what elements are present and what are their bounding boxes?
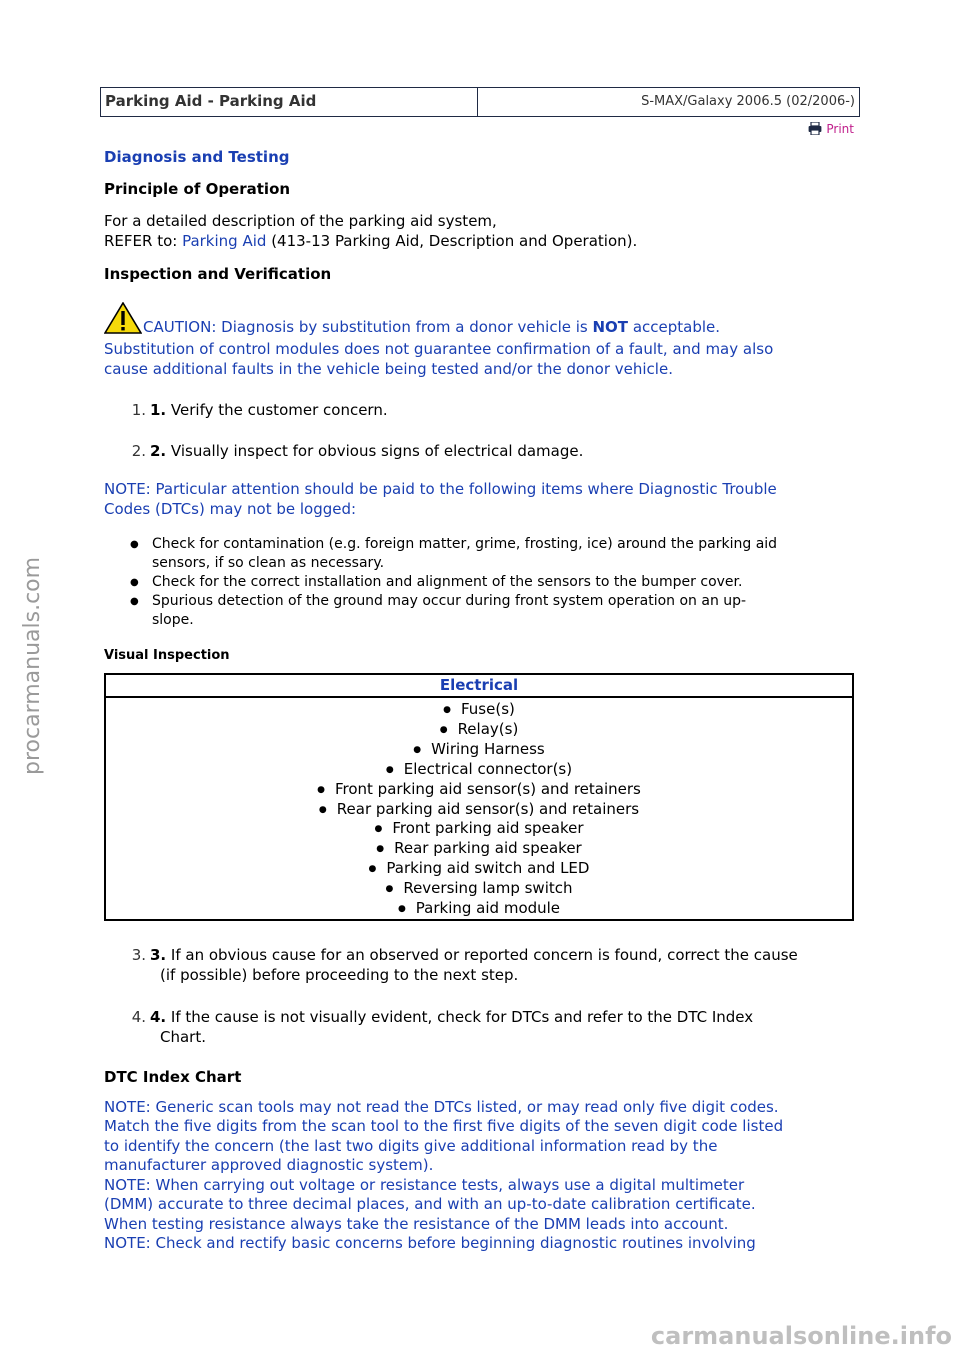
printer-icon — [808, 122, 822, 135]
electrical-items — [106, 698, 852, 919]
table-row: ● Wiring Harness — [106, 740, 852, 760]
principle-text: For a detailed description of the parking aid system, REFER to: Parking Aid (413-13 Parking Aid, Description and Operation). — [104, 212, 638, 250]
table-row: ● Relay(s) — [106, 720, 852, 740]
warning-icon — [104, 302, 142, 339]
check-list — [130, 535, 860, 630]
page-title: Parking Aid - Parking Aid — [101, 88, 478, 116]
vehicle-model: S-MAX/Galaxy 2006.5 (02/2006-) — [641, 94, 855, 109]
bottom-watermark: carmanualsonline.info — [650, 1322, 952, 1350]
step-item: 1. 1. Verify the customer concern. — [131, 401, 388, 419]
visual-inspection-table — [104, 673, 854, 921]
dtc-heading: DTC Index Chart — [104, 1067, 242, 1086]
note-dtc-not-logged: NOTE: Particular attention should be paid to the following items where Diagnostic Trouble Codes (DTCs) may not be logged: — [104, 480, 777, 518]
table-row: ● Reversing lamp switch — [106, 879, 852, 899]
table-row: ● Parking aid module — [106, 899, 852, 919]
dtc-notes: NOTE: Generic scan tools may not read the DTCs listed, or may read only five digit codes. Match the five digits from the scan tool to the first five digits of the seven digit code listed to identify the concern (the last two digits give additional information read by the manufacturer approved diagnostic system). NOTE: When carrying out voltage or resistance tests, always use a digital multimeter (DMM) accurate to three decimal places, and with an up-to-date calibration certificate. When testing resistance always take the resistance of the DMM leads into account. NOTE: Check and rectify basic concerns before beginning diagnostic routines involving — [104, 1097, 784, 1253]
visual-inspection-heading: Visual Inspection — [104, 648, 230, 663]
print-link[interactable] — [100, 122, 860, 138]
table-row: ● Front parking aid sensor(s) and retainers — [106, 780, 852, 800]
list-item: ● Check for contamination (e.g. foreign matter, grime, frosting, ice) around the parking aid sensors, if so clean as necessary. — [130, 535, 860, 573]
parking-aid-link[interactable]: Parking Aid — [182, 232, 267, 250]
list-item: ● Check for the correct installation and alignment of the sensors to the bumper cover. — [130, 573, 860, 592]
print-label: Print — [826, 122, 854, 136]
step-item: 2. 2. Visually inspect for obvious signs of electrical damage. — [131, 442, 584, 460]
side-watermark: procarmanuals.com — [20, 556, 45, 775]
inspection-heading: Inspection and Verification — [104, 265, 332, 283]
list-item: ● Spurious detection of the ground may occur during front system operation on an up- slope. — [130, 592, 860, 630]
diagnosis-heading: Diagnosis and Testing — [104, 148, 290, 166]
table-row: ● Electrical connector(s) — [106, 760, 852, 780]
table-header-electrical: Electrical — [106, 675, 852, 698]
step-item: 3. 3. If an obvious cause for an observed or reported concern is found, correct the cause (if possible) before proceeding to the next step. — [131, 945, 798, 984]
table-row: ● Rear parking aid speaker — [106, 839, 852, 859]
table-row: ● Front parking aid speaker — [106, 819, 852, 839]
step-item: 4. 4. If the cause is not visually evident, check for DTCs and refer to the DTC Index Chart. — [131, 1007, 754, 1046]
principle-heading: Principle of Operation — [104, 180, 291, 198]
table-row: ● Fuse(s) — [106, 700, 852, 720]
document-page — [100, 87, 860, 1254]
caution-block: CAUTION: Diagnosis by substitution from a donor vehicle is NOT acceptable. Substitution of control modules does not guarantee confirmation of a fault, and may also cause additional faults in the vehicle being tested and/or the donor vehicle. — [104, 302, 860, 379]
table-row: ● Parking aid switch and LED — [106, 859, 852, 879]
page-header — [100, 87, 860, 117]
table-row: ● Rear parking aid sensor(s) and retainers — [106, 800, 852, 820]
